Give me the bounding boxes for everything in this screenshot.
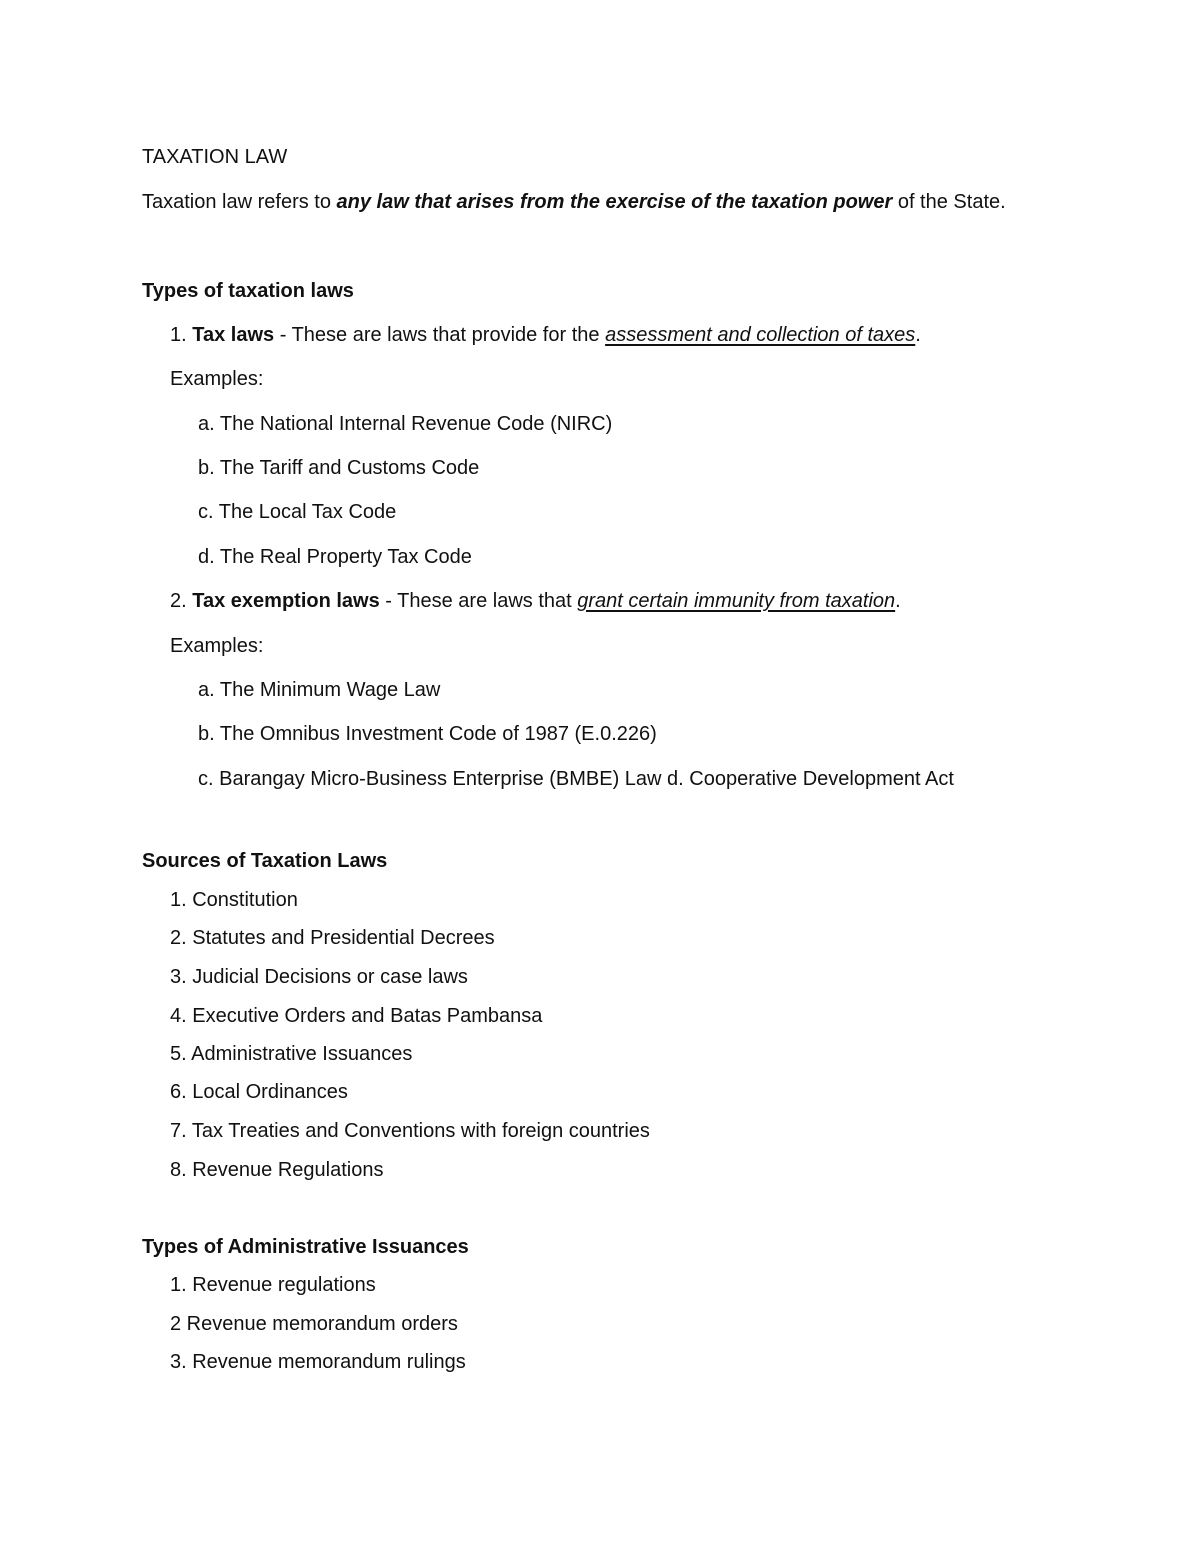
exemption-laws-underlined: grant certain immunity from taxation: [577, 590, 896, 612]
intro-emphasis: any law that arises from the exercise of the taxation power: [336, 191, 893, 213]
exemption-example: a. The Minimum Wage Law: [198, 679, 441, 701]
tax-laws-number: 1.: [170, 324, 193, 346]
intro-paragraph: [142, 190, 1006, 214]
exemption-laws-end: .: [895, 590, 901, 612]
examples-label-2: Examples:: [170, 635, 264, 657]
examples-label-1: Examples:: [170, 368, 264, 390]
tax-laws-item: [170, 323, 921, 347]
source-item: 8. Revenue Regulations: [170, 1159, 384, 1181]
tax-law-example: d. The Real Property Tax Code: [198, 546, 472, 568]
exemption-laws-desc: - These are laws that: [379, 590, 578, 612]
source-item: 6. Local Ordinances: [170, 1081, 348, 1103]
source-item: 3. Judicial Decisions or case laws: [170, 966, 468, 988]
tax-law-example: c. The Local Tax Code: [198, 501, 397, 523]
tax-laws-end: .: [915, 324, 921, 346]
source-item: 5. Administrative Issuances: [170, 1043, 413, 1065]
tax-law-example: b. The Tariff and Customs Code: [198, 457, 480, 479]
tax-laws-desc: - These are laws that provide for the: [274, 324, 606, 346]
sources-heading: Sources of Taxation Laws: [142, 850, 388, 872]
source-item: 2. Statutes and Presidential Decrees: [170, 927, 495, 949]
document-title: TAXATION LAW: [142, 146, 288, 168]
exemption-laws-item: [170, 589, 901, 613]
source-item: 1. Constitution: [170, 889, 298, 911]
intro-prefix: Taxation law refers to: [142, 191, 337, 213]
admin-item: 1. Revenue regulations: [170, 1274, 376, 1296]
tax-laws-term: Tax laws: [192, 324, 275, 346]
exemption-laws-term: Tax exemption laws: [192, 590, 380, 612]
tax-law-example: a. The National Internal Revenue Code (NIRC): [198, 413, 613, 435]
admin-heading: Types of Administrative Issuances: [142, 1236, 469, 1258]
tax-laws-underlined: assessment and collection of taxes: [605, 324, 916, 346]
exemption-example: b. The Omnibus Investment Code of 1987 (E.0.226): [198, 723, 657, 745]
exemption-laws-number: 2.: [170, 590, 193, 612]
types-heading: Types of taxation laws: [142, 280, 354, 302]
admin-item: 3. Revenue memorandum rulings: [170, 1351, 466, 1373]
exemption-example: c. Barangay Micro-Business Enterprise (BMBE) Law d. Cooperative Development Act: [198, 768, 954, 790]
admin-item: 2 Revenue memorandum orders: [170, 1313, 458, 1335]
intro-suffix: of the State.: [892, 191, 1006, 213]
source-item: 4. Executive Orders and Batas Pambansa: [170, 1005, 543, 1027]
source-item: 7. Tax Treaties and Conventions with foreign countries: [170, 1120, 650, 1142]
